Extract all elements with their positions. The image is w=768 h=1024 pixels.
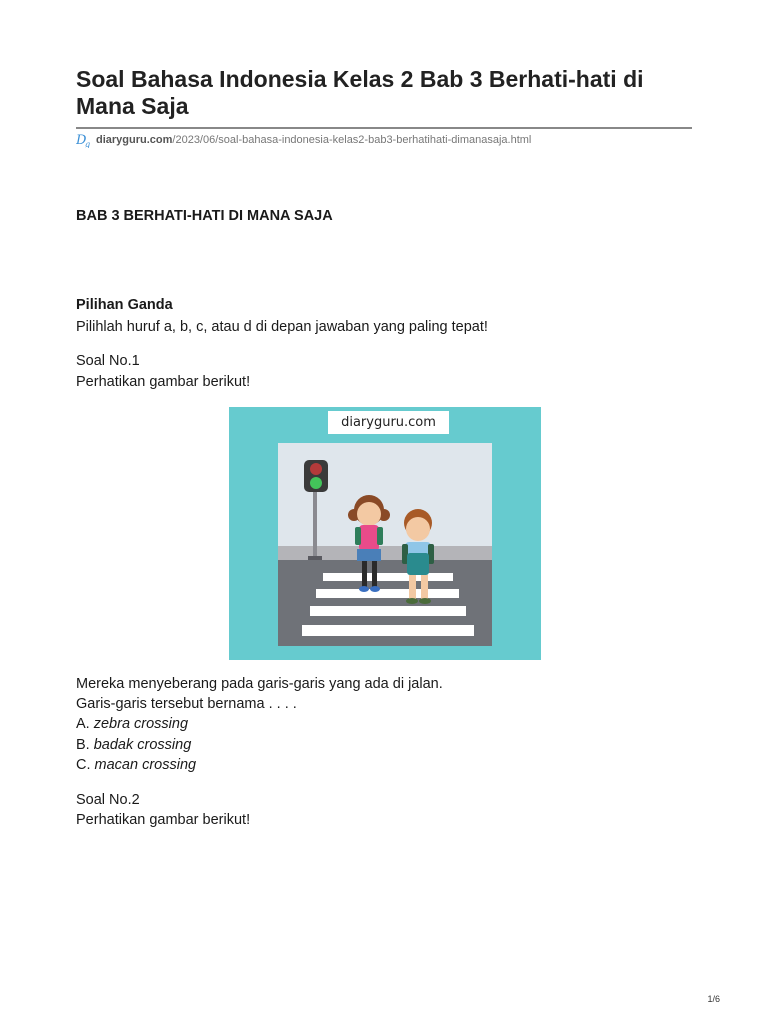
- page-title: Soal Bahasa Indonesia Kelas 2 Bab 3 Berhati-hati di Mana Saja: [76, 66, 644, 119]
- option-c-letter: C.: [76, 757, 91, 773]
- option-b-text: badak crossing: [93, 737, 192, 753]
- svg-text:g: g: [85, 140, 91, 148]
- question-2-prompt: Perhatikan gambar berikut!: [76, 812, 251, 828]
- svg-text:D: D: [76, 133, 87, 148]
- option-c-text: macan crossing: [94, 757, 197, 773]
- page-number: 1/6: [707, 994, 720, 1004]
- option-a: [76, 714, 188, 734]
- chapter-heading: BAB 3 BERHATI-HATI DI MANA SAJA: [76, 208, 333, 224]
- title-divider: [76, 127, 692, 129]
- section-title: Pilihan Ganda: [76, 297, 173, 313]
- option-c: [76, 755, 196, 775]
- source-domain-link[interactable]: diaryguru.com: [96, 134, 173, 146]
- question-1-prompt: Perhatikan gambar berikut!: [76, 374, 251, 390]
- option-a-text: zebra crossing: [93, 716, 189, 732]
- diaryguru-logo-icon: [76, 132, 94, 148]
- question-1-text-line-1: Mereka menyeberang pada garis-garis yang ada di jalan.: [76, 676, 443, 692]
- question-2-number: Soal No.2: [76, 792, 140, 808]
- question-1-text-line-2: Garis-garis tersebut bernama . . . .: [76, 696, 297, 712]
- option-a-letter: A.: [76, 716, 90, 732]
- option-b-letter: B.: [76, 737, 90, 753]
- option-b: [76, 735, 191, 755]
- source-line: [76, 132, 531, 148]
- zebra-crossing-illustration: [278, 443, 492, 646]
- source-path-link[interactable]: /2023/06/soal-bahasa-indonesia-kelas2-bab3-berhatihati-dimanasaja.html: [172, 134, 532, 146]
- question-1-image: [229, 407, 541, 660]
- section-instruction: Pilihlah huruf a, b, c, atau d di depan jawaban yang paling tepat!: [76, 319, 488, 335]
- image-watermark: diaryguru.com: [328, 411, 449, 434]
- question-1-number: Soal No.1: [76, 353, 140, 369]
